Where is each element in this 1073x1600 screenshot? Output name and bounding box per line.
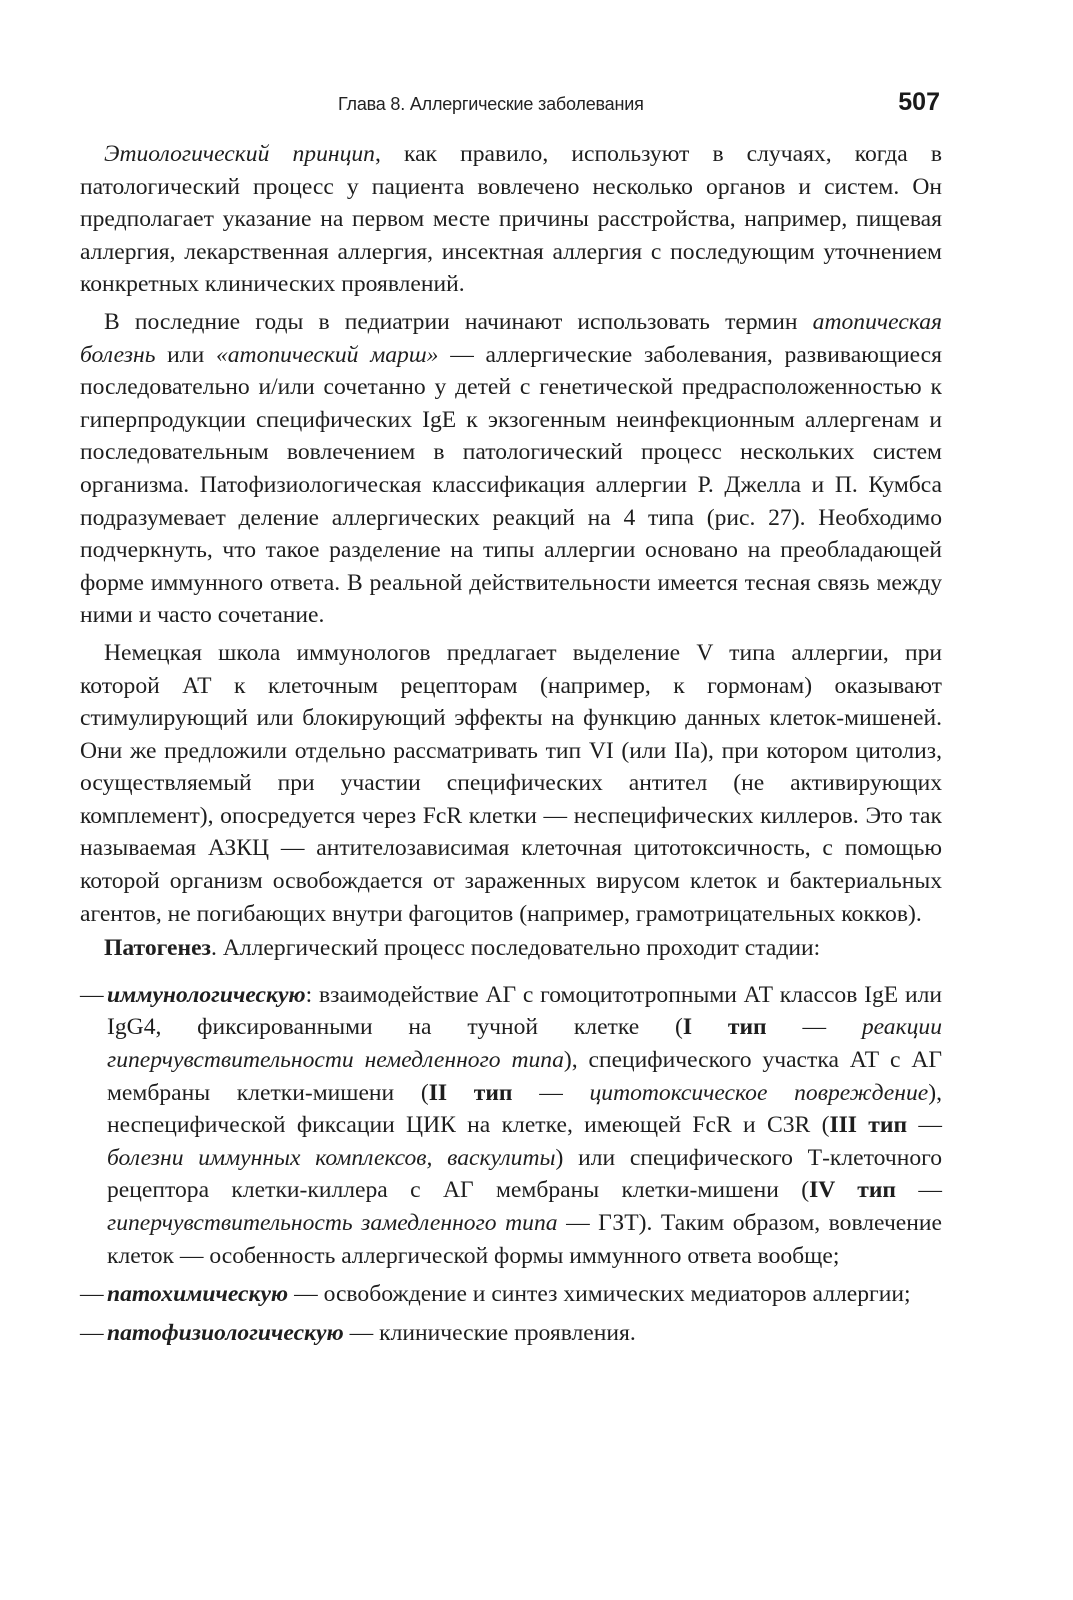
type-description: гиперчувствительность замедленного типа	[107, 1210, 558, 1236]
list-text: —	[896, 1177, 942, 1204]
stages-list	[80, 979, 942, 1350]
list-text: ) или специфического Т-клеточного рецептора клетки-киллера с АГ мембраны клетки-мишени (	[107, 1144, 942, 1204]
chapter-title: Глава 8. Аллергические заболевания	[338, 94, 644, 114]
paragraph-atopic-march	[80, 306, 942, 632]
list-text: : взаимодействие АГ с гомоцитотропными АТ классов IgE или IgG4, фиксированными на тучной клетке (	[107, 981, 942, 1041]
page-number: 507	[898, 88, 940, 116]
term-immunological: иммунологическую	[107, 981, 306, 1008]
term-pathochemical: патохимическую	[107, 1281, 289, 1308]
paragraph-text: . Аллергический процесс последовательно проходит стадии:	[211, 935, 821, 962]
term-etiological-principle: Этиологический принцип	[104, 141, 375, 167]
type-label: IV тип	[809, 1177, 897, 1204]
type-description: цитотоксическое повреждение	[589, 1079, 929, 1106]
type-label: III тип	[829, 1112, 908, 1139]
paragraph-text: — аллергические заболевания, развивающиеся последовательно и/или сочетанно у детей с генетической предрасположенностью к гиперпродукции специфических IgE к экзогенным неинфекционным аллергенам и последовательным вовлечением в патологический процесс нескольких систем организма. Патофизиологическая классификация аллергии Р. Джелла и П. Кумбса подразумевает деление аллергических реакций на 4 типа (рис. 27). Необходимо подчеркнуть, что такое разделение на типы аллергии основано на преобладающей форме иммунного ответа. В реальной действительности имеется тесная связь между ними и часто сочетание.	[80, 341, 943, 629]
type-label: I тип	[682, 1014, 767, 1041]
dash-marker: —	[80, 981, 104, 1008]
type-description: реакции гиперчувствительности немедленного типа	[107, 1014, 943, 1074]
term-atopic-disease: атопическая болезнь	[80, 308, 942, 368]
paragraph-pathogenesis	[80, 932, 942, 965]
list-text: — ГЗТ). Таким образом, вовлечение клеток — особенность аллергической формы иммунного ответа вообще;	[107, 1210, 943, 1269]
paragraph-german-school	[80, 637, 942, 930]
type-description: болезни иммунных комплексов, васкулиты	[107, 1144, 556, 1171]
running-head	[80, 88, 940, 124]
term-pathophysiological: патофизиологическую	[107, 1319, 344, 1346]
paragraph-text: или	[155, 341, 216, 368]
list-text: ), неспецифической фиксации ЦИК на клетке, имеющей FcR и C3R (	[107, 1079, 943, 1139]
list-text: —	[907, 1112, 942, 1139]
paragraph-text: Немецкая школа иммунологов предлагает выделение V типа аллергии, при которой АТ к клеточным рецепторам (например, к гормонам) оказывают стимулирующий или блокирующий эффекты на функцию данных клеток-мишеней. Они же предложили отдельно рассматривать тип VI (или IIа), при котором цитолиз, осуществляемый при участии специфических антител (не активирующих комплемент), опосредуется через FcR клетки — неспецифических киллеров. Это так называемая АЗКЦ — антителозависимая клеточная цитотоксичность, с помощью которой организм освобождается от зараженных вирусом клеток и бактериальных агентов, не погибающих внутри фагоцитов (например, грамотрицательных кокков).	[80, 639, 942, 927]
term-atopic-march: «атопический марш»	[215, 341, 439, 368]
list-text: ), специфического участка АТ с АГ мембраны клетки-мишени (	[107, 1047, 942, 1106]
paragraph-text: , как правило, используют в случаях, когда в патологический процесс у пациента вовлечено несколько органов и систем. Он предполагает указание на первом месте причины расстройства, например, пищевая аллергия, лекарственная аллергия, инсектная аллергия с последующим уточнением конкретных клинических проявлений.	[80, 141, 942, 298]
list-text: — клинические проявления.	[343, 1319, 636, 1346]
dash-marker: —	[80, 1319, 104, 1346]
list-item-pathochemical	[80, 1278, 942, 1311]
paragraph-etiological	[80, 138, 942, 301]
type-label: II тип	[428, 1079, 513, 1106]
paragraph-text: В последние годы в педиатрии начинают использовать термин	[104, 308, 813, 335]
dash-marker: —	[80, 1281, 104, 1308]
body-text	[80, 138, 942, 1355]
term-pathogenesis: Патогенез	[104, 935, 212, 962]
list-text: —	[512, 1079, 590, 1106]
list-text: — освобождение и синтез химических медиаторов аллергии;	[288, 1281, 911, 1308]
list-text: —	[766, 1014, 862, 1041]
list-item-immunological	[80, 979, 942, 1272]
list-item-pathophysiological	[80, 1317, 942, 1350]
